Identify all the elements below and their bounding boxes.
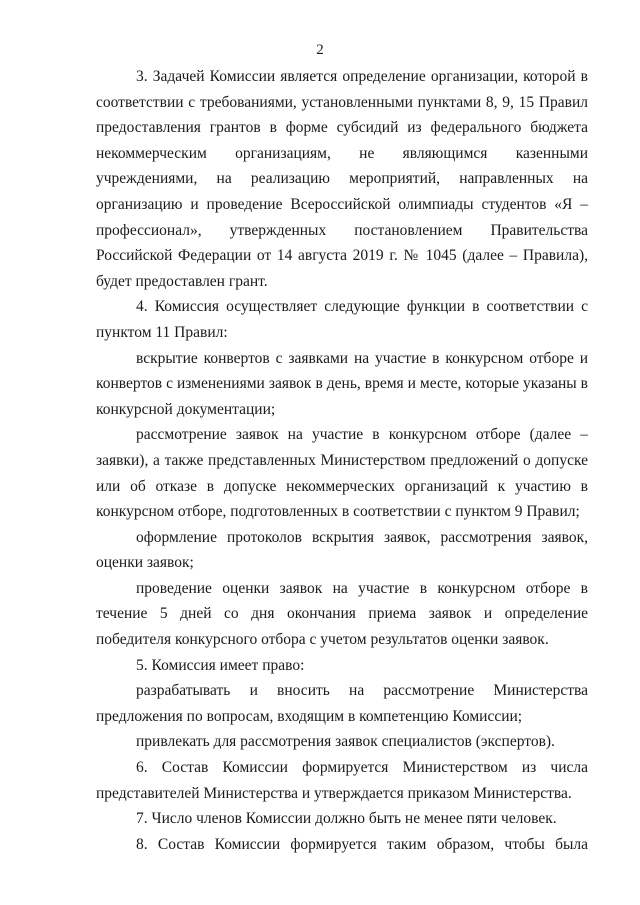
paragraph-6-composition: 6. Состав Комиссии формируется Министерством из числа представителей Министерства и утверждается приказом Министерства.: [96, 759, 588, 802]
right-involve-experts: привлекать для рассмотрения заявок специалистов (экспертов).: [136, 733, 555, 751]
right-propose: разрабатывать и вносить на рассмотрение Министерства предложения по вопросам, входящим в компетенцию Комиссии;: [96, 682, 588, 725]
paragraph-7-member-count: 7. Число членов Комиссии должно быть не менее пяти человек.: [136, 810, 557, 828]
function-review-applications: рассмотрение заявок на участие в конкурсном отборе (далее – заявки), а также представленных Министерством предложений о допуске или об отказе в допуске некоммерческих организаций к участию в конкурсном отборе, подготовленных в соответствии с пунктом 9 Правил;: [96, 426, 588, 521]
paragraph-4-functions: 4. Комиссия осуществляет следующие функции в соответствии с пунктом 11 Правил:: [96, 298, 588, 341]
function-evaluation: проведение оценки заявок на участие в конкурсном отборе в течение 5 дней со дня окончания приема заявок и определение победителя конкурсного отбора с учетом результатов оценки заявок.: [96, 579, 588, 649]
page-number: 2: [316, 42, 324, 58]
paragraph-3-commission-task: 3. Задачей Комиссии является определение организации, которой в соответствии с требованиями, установленными пунктами 8, 9, 15 Правил предоставления грантов в форме субсидий из федерального бюджета некоммерческим организациям, не являющимся казенными учреждениями, на реализацию мероприятий, направленных на организацию и проведение Всероссийской олимпиады студентов «Я – профессионал», утвержденных постановлением Правительства Российской Федерации от 14 августа 2019 г. № 1045 (далее – Правила), будет предоставлен грант.: [96, 68, 588, 290]
function-opening-envelopes: вскрытие конвертов с заявками на участие в конкурсном отборе и конвертов с изменениями заявок в день, время и месте, которые указаны в конкурсной документации;: [96, 349, 588, 418]
paragraph-5-rights: 5. Комиссия имеет право:: [136, 656, 305, 674]
document-body: [96, 64, 588, 857]
function-protocols: оформление протоколов вскрытия заявок, рассмотрения заявок, оценки заявок;: [96, 528, 588, 572]
paragraph-8-formation: 8. Состав Комиссии формируется таким образом, чтобы была: [136, 835, 588, 853]
